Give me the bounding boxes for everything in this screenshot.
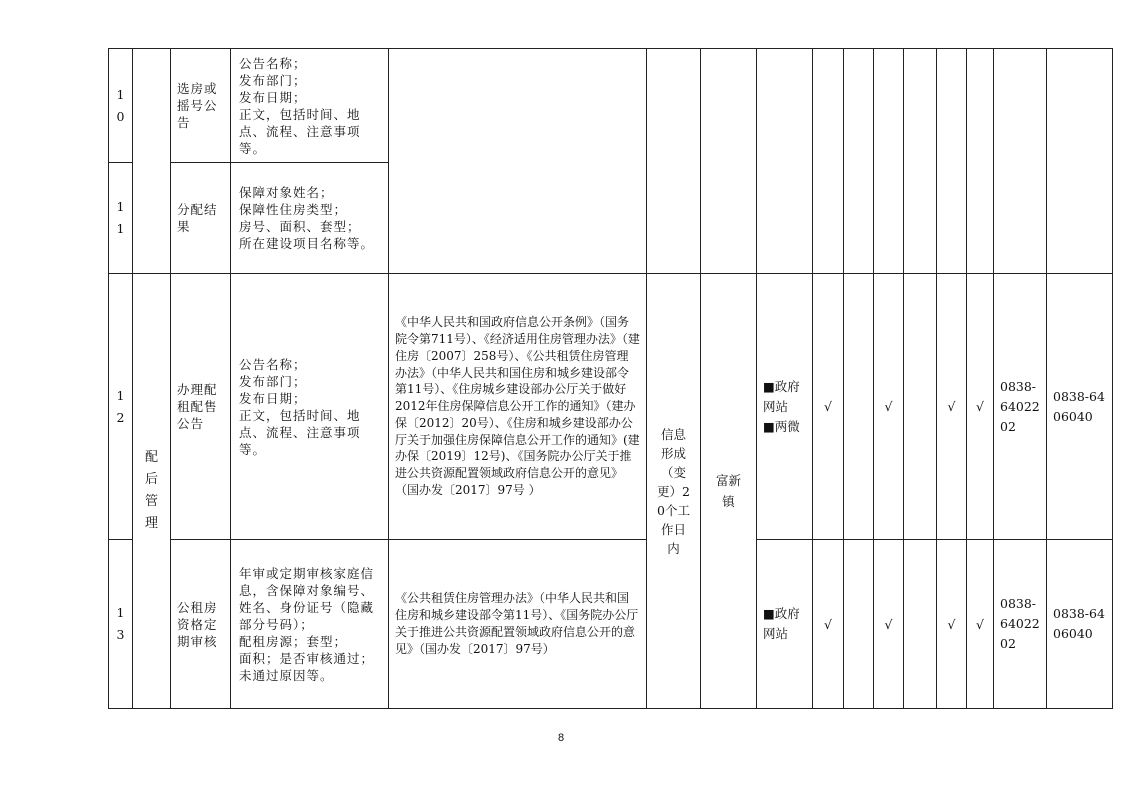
check-cell-empty [874,49,904,274]
item-content: 年审或定期审核家庭信息，含保障对象编号、姓名、身份证号（隐藏部分号码）； 配租房源；套型； 面积；是否审核通过；未通过原因等。 [231,540,389,709]
phone-number-1: 0838-6402202 [994,274,1047,540]
item-name: 选房或摇号公告 [177,81,218,130]
subject-cell [701,274,757,709]
row-index-cell [109,49,133,163]
check-mark: √ [967,274,994,540]
category-cell-empty [133,49,171,274]
row-index: 11 [116,199,125,236]
item-content: 公告名称； 发布部门； 发布日期； 正文，包括时间、地点、流程、注意事项等。 [231,49,389,163]
table-row [109,274,1113,540]
phone-number-2: 0838-6406040 [1047,274,1113,540]
page-number: 8 [557,732,565,744]
check-mark: √ [937,540,967,709]
phone-cell-empty [1047,49,1113,274]
check-mark: √ [874,540,904,709]
disclosure-channel: ■政府网站 [757,540,813,709]
row-index: 12 [116,387,125,425]
disclosure-table [108,48,1113,709]
channel-cell-empty [757,49,813,274]
legal-basis: 《公共租赁住房管理办法》（中华人民共和国住房和城乡建设部令第11号）、《国务院办公厅关于推进公共资源配置领域政府信息公开的意见》（国办发〔2017〕97号） [389,540,647,709]
phone-number-1: 0838-6402202 [994,540,1047,709]
table-row [109,49,1113,163]
item-name: 公租房资格定期审核 [177,599,218,649]
item-name: 办理配租配售公告 [177,382,218,431]
item-name-cell [171,274,231,540]
disclosure-subject: 富新镇 [715,473,741,509]
check-mark [844,274,874,540]
time-limit-cell [647,274,701,709]
check-mark: √ [813,540,844,709]
check-cell-empty [967,49,994,274]
check-cell-empty [937,49,967,274]
check-mark: √ [813,274,844,540]
row-index-cell [109,163,133,274]
item-content: 公告名称； 发布部门； 发布日期； 正文，包括时间、地点、流程、注意事项等。 [231,274,389,540]
row-index: 10 [116,86,125,124]
disclosure-channel: ■政府网站 ■两微 [757,274,813,540]
category-label: 配后管理 [144,450,158,531]
check-cell-empty [904,49,937,274]
phone-number-2: 0838-6406040 [1047,540,1113,709]
check-mark: √ [937,274,967,540]
row-index-cell [109,274,133,540]
check-mark: √ [874,274,904,540]
time-limit-cell-empty [647,49,701,274]
category-cell [133,274,171,709]
item-name: 分配结果 [177,202,218,234]
phone-cell-empty [994,49,1047,274]
row-index: 13 [116,605,125,642]
basis-cell-empty [389,49,647,274]
check-mark [904,274,937,540]
check-cell-empty [844,49,874,274]
item-name-cell [171,540,231,709]
time-limit: 信息形成（变更）20个工作日内 [657,426,690,556]
item-name-cell [171,49,231,163]
check-mark [844,540,874,709]
legal-basis: 《中华人民共和国政府信息公开条例》（国务院令第711号）、《经济适用住房管理办法》（建住房〔2007〕258号）、《公共租赁住房管理办法》（中华人民共和国住房和城乡建设部令第11号）、《住房城乡建设部办公厅关于做好2012年住房保障信息公开工作的通知》（建办保〔2012〕20号）、《住房和城乡建设部办公厅关于加强住房保障信息公开工作的通知》(建办保〔2019〕12号)、《国务院办公厅关于推进公共资源配置领域政府信息公开的意见》（国办发〔2017〕97号 ） [389,274,647,540]
check-cell-empty [813,49,844,274]
item-content: 保障对象姓名； 保障性住房类型； 房号、面积、套型； 所在建设项目名称等。 [231,163,389,274]
check-mark [904,540,937,709]
item-name-cell [171,163,231,274]
table-row [109,540,1113,709]
subject-cell-empty [701,49,757,274]
check-mark: √ [967,540,994,709]
row-index-cell [109,540,133,709]
